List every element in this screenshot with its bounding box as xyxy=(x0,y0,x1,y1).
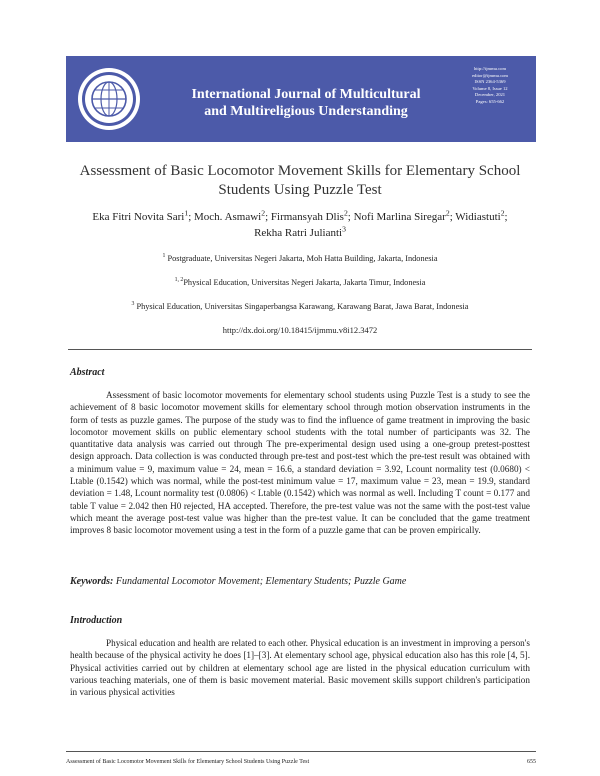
affiliation-sup: 3 xyxy=(131,301,135,308)
paper-title: Assessment of Basic Locomotor Movement Skills for Elementary School Students Using Puzzle Test xyxy=(79,163,521,198)
abstract-heading: Abstract xyxy=(70,367,105,378)
author-name: Moch. Asmawi xyxy=(194,211,262,223)
author-line-2 xyxy=(60,225,540,241)
author-name: Eka Fitri Novita Sari xyxy=(92,211,185,223)
keywords-label: Keywords: xyxy=(70,576,114,587)
affiliation-text: Physical Education, Universitas Negeri Jakarta, Jakarta Timur, Indonesia xyxy=(183,278,426,287)
author-name: Firmansyah Dlis xyxy=(270,211,344,223)
author-list xyxy=(60,209,540,241)
author-sup: 3 xyxy=(342,224,346,234)
affiliation-text: Postgraduate, Universitas Negeri Jakarta, Moh Hatta Building, Jakarta, Indonesia xyxy=(167,254,438,263)
affiliation-text: Physical Education, Universitas Singaperbangsa Karawang, Karawang Barat, Jawa Barat, Indonesia xyxy=(136,302,469,311)
journal-date: December, 2021 xyxy=(474,92,506,98)
doi-link[interactable]: http://dx.doi.org/10.18415/ijmmu.v8i12.3472 xyxy=(222,325,378,335)
affiliation-3 xyxy=(60,301,540,312)
affiliation-2 xyxy=(60,277,540,288)
journal-issn: ISSN 2364-5369 xyxy=(474,79,506,85)
author-sup: 2 xyxy=(343,208,348,218)
page-number: 655 xyxy=(527,759,536,765)
journal-banner xyxy=(66,56,536,142)
introduction-text: Physical education and health are related to each other. Physical education is an investment in improving a person's health because of the physical activity he does [1]–[3]. At elementary school age, physical education also has this role [4, 5]. Physical activities carried out by children at elementary school age are listed in the physical education curriculum with various teaching materials, one of them is basic movement material. Basic movement skills support children's participation in various physical activities xyxy=(70,638,530,698)
affiliation-sup: 1, 2 xyxy=(174,277,184,284)
journal-meta xyxy=(454,66,526,106)
running-title: Assessment of Basic Locomotor Movement Skills for Elementary School Students Using Puzzle Test xyxy=(66,759,310,765)
keywords-text: Fundamental Locomotor Movement; Elementary Students; Puzzle Game xyxy=(115,576,407,587)
divider xyxy=(68,349,532,350)
footer-divider xyxy=(66,751,536,752)
journal-pages: Pages: 655-662 xyxy=(475,98,505,104)
author-sup: 2 xyxy=(500,208,505,218)
affiliation-sup: 1 xyxy=(162,253,166,260)
author-sup: 1 xyxy=(184,208,189,218)
journal-volume: Volume 8, Issue 12 xyxy=(472,85,508,91)
author-name: Nofi Marlina Siregar xyxy=(353,211,446,223)
author-sup: 2 xyxy=(445,208,450,218)
journal-email[interactable]: editor@ijmmu.com xyxy=(472,72,508,78)
author-name: Rekha Ratri Julianti xyxy=(254,227,343,239)
journal-title: International Journal of Multicultural and Multireligious Understanding xyxy=(191,87,421,119)
journal-url[interactable]: http://ijmmu.com xyxy=(473,66,507,71)
author-sup: 2 xyxy=(261,208,266,218)
page-footer xyxy=(66,759,536,765)
author-name: Widiastuti xyxy=(455,211,501,223)
affiliation-1 xyxy=(60,253,540,264)
keywords xyxy=(70,576,530,587)
introduction-heading: Introduction xyxy=(70,615,123,626)
globe-seal-icon xyxy=(76,66,142,132)
abstract-text: Assessment of basic locomotor movements for elementary school students using Puzzle Test is a study to see the achievement of 8 basic locomotor movement skills for elementary school through motion observation instruments in the form of tests as puzzle games. The purpose of the study was to find the influence of game treatment in improving the basic locomotor movement skills on public elementary school students with the total number of participants was 32. The quantitative data analysis was carried out through The pre-experimental design used using a one-group pretest-posttest design approach. Data collection is was conducted through pre-test and post-test which the pre-test result was obtained with a minimum value = 9, maximum value = 24, mean = 16.6, a standard deviation = 3.92, Lcount normality test (0.0680) < Ltable (0.1542) which was normal, while the post-test minimum value = 17, maximum value = 23, mean = 19.9, standard deviation = 1.48, Lcount normality test (0.0806) < Ltable (0.1542) which was normal as well. Including T count = 0.177 and table T value = 2.042 then H0 rejected, HA accepted. Therefore, the pre-test value was not the same with the post-test value which meant the average post-test value was higher than the pre-test value. It can be concluded that the game treatment improves 8 basic locomotor movement using a test in the form of a puzzle game that can be proven empirically. xyxy=(70,390,530,536)
author-line-1: Eka Fitri Novita Sari$^1$; Moch. Asmawi$^2$; Firmansyah Dlis$^2$; Nofi Marlina Siregar$^2$; Widiastuti$^2$; xyxy=(92,208,508,223)
